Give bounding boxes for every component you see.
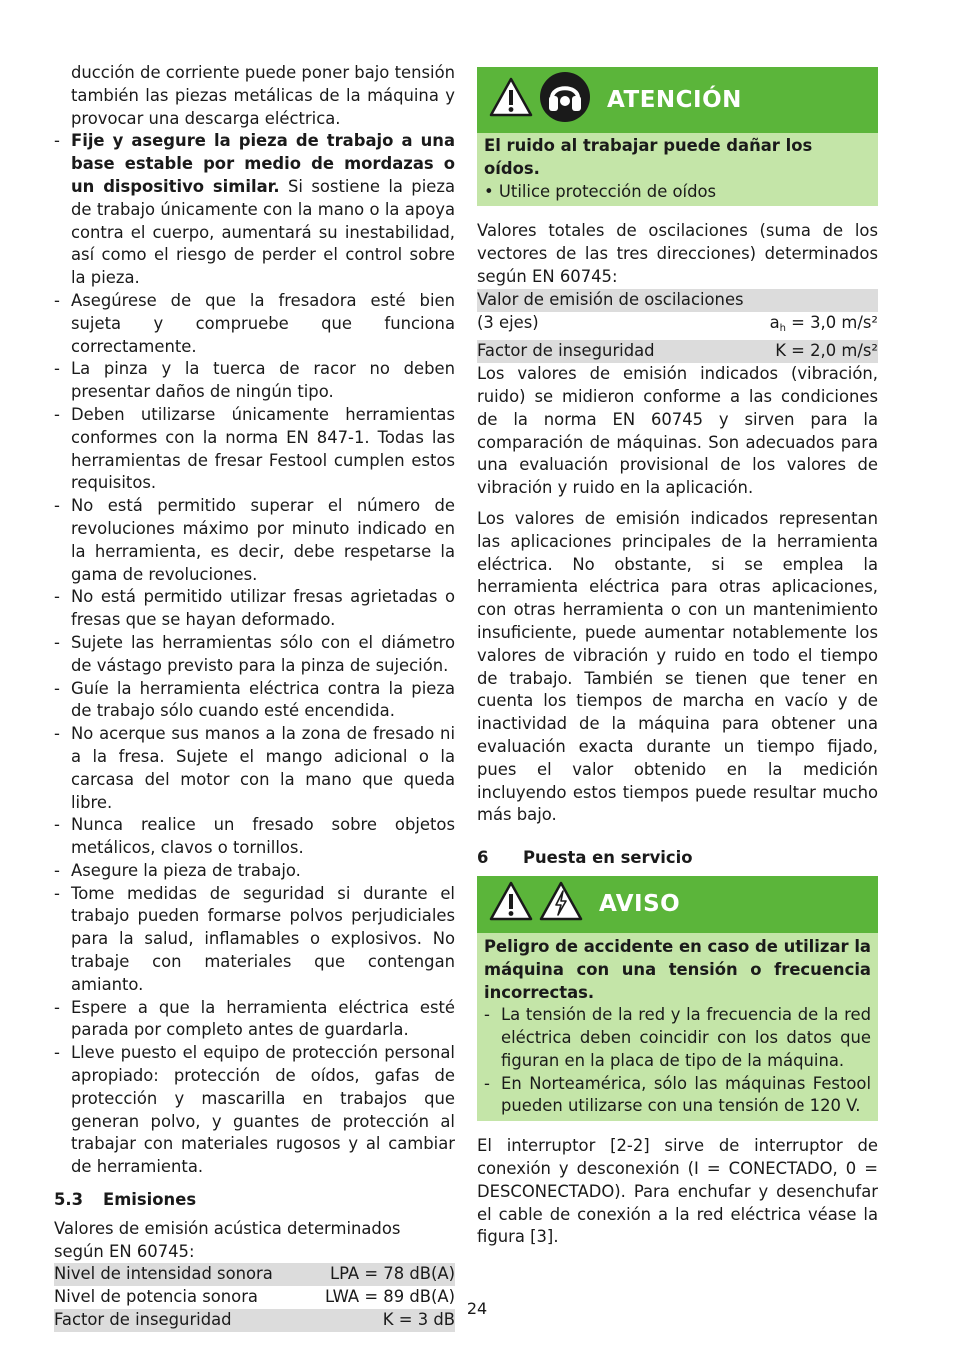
list-item: - Nunca realice un fresado sobre objetos metálicos, clavos o tornillos. (54, 814, 455, 860)
vibration-table (477, 289, 878, 363)
bullet: • (484, 181, 494, 201)
section-title: Emisiones (103, 1190, 197, 1210)
attention-header (477, 67, 878, 133)
noise-table (54, 1263, 455, 1331)
table-row (54, 1263, 455, 1286)
table-row (477, 312, 878, 341)
ear-protection-icon (539, 71, 591, 130)
table-value (770, 312, 878, 341)
table-row (477, 340, 878, 363)
table-label: Valor de emisión de oscilaciones (477, 289, 744, 309)
section-heading-emissions (54, 1189, 455, 1212)
list-item: - Asegure la pieza de trabajo. (54, 860, 455, 883)
emissions-intro: Valores de emisión acústica determinados según EN 60745: (54, 1218, 401, 1261)
right-column (477, 67, 878, 1249)
list-item: - Espere a que la herramienta eléctrica esté parada por completo antes de guardarla. (54, 997, 455, 1043)
table-value: K = 3 dB (382, 1310, 455, 1330)
safety-list (54, 130, 455, 1179)
list-item: - No está permitido utilizar fresas agrietadas o fresas que se hayan deformado. (54, 586, 455, 632)
list-item: - La tensión de la red y la frecuencia de la red eléctrica deben coincidir con los datos que figuran en la placa de tipo de la máquina. (484, 1004, 871, 1072)
vibration-intro: Valores totales de oscilaciones (suma de los vectores de las tres direcciones) determinados según EN 60745: (477, 221, 878, 286)
paragraph: Los valores de emisión indicados representan las aplicaciones principales de la herramienta eléctrica. No obstante, si se emplea la herramienta eléctrica para otras aplicaciones, con otras herramienta o con un mantenimiento insuficiente, puede aumentar notablemente los valores de vibración y ruido en todo el tiempo de trabajo. También se tienen que tener en cuenta los tiempos de marcha en vacío y de inactividad de la máquina para obtener una evaluación exacta durante un tiempo fijado, pues el valor obtenido en la medición incluyendo estos tiempos puede resultar mucho más bajo. (477, 508, 878, 825)
value-subscript: h (779, 322, 786, 334)
table-label: Nivel de potencia sonora (54, 1287, 258, 1307)
table-label: Factor de inseguridad (477, 341, 655, 361)
list-item: - Guíe la herramienta eléctrica contra la pieza de trabajo sólo cuando esté encendida. (54, 678, 455, 724)
list-item: - Sujete las herramientas sólo con el diámetro de vástago previsto para la pinza de sujeción. (54, 632, 455, 678)
value-symbol: a (769, 312, 780, 332)
table-value: LPA = 78 dB(A) (329, 1264, 455, 1284)
aviso-title: AVISO (599, 891, 681, 917)
electric-shock-icon (539, 881, 583, 928)
aviso-notice (477, 876, 878, 1121)
attention-body (477, 133, 878, 206)
attention-notice (477, 67, 878, 206)
table-row (477, 289, 878, 312)
bold-text: Fije y asegure la pieza de trabajo a una base estable por medio de mordazas o un dispositivo similar. (71, 131, 455, 196)
list-item: - En Norteamérica, sólo las máquinas Festool pueden utilizarse con una tensión de 120 V. (484, 1073, 871, 1119)
list-item: - Lleve puesto el equipo de protección personal apropiado: protección de oídos, gafas de protección y mascarilla en trabajos que generan polvo, y guantes de protección al trabajar con materiales rugosos y al cambiar de herramienta. (54, 1042, 455, 1179)
table-label: Factor de inseguridad (54, 1310, 232, 1330)
attention-item (484, 181, 871, 204)
table-value: K = 2,0 m/s² (775, 341, 878, 361)
value-number: = 3,0 m/s² (785, 312, 878, 332)
aviso-bold-text: Peligro de accidente en caso de utilizar la máquina con una tensión o frecuencia incorrectas. (484, 936, 871, 1002)
attention-title: ATENCIÓN (607, 86, 742, 113)
paragraph: Los valores de emisión indicados (vibración, ruido) se midieron conforme a las condiciones de la norma EN 60745 y sirven para la comparación de máquinas. Son adecuados para una evaluación provisional de los valores de vibración y ruido en la aplicación. (477, 364, 878, 498)
list-item: - No acerque sus manos a la zona de fresado ni a la fresa. Sujete el mango adicional o la carcasa del motor con la mano que queda libre. (54, 723, 455, 814)
list-item: - Deben utilizarse únicamente herramientas conformes con la norma EN 847-1. Todas las herramientas de fresar Festool cumplen estos requisitos. (54, 404, 455, 495)
aviso-header (477, 876, 878, 933)
table-label: (3 ejes) (477, 312, 539, 332)
list-item: - La pinza y la tuerca de racor no deben presentar daños de ningún tipo. (54, 358, 455, 404)
table-value: LWA = 89 dB(A) (324, 1287, 455, 1307)
table-label: Nivel de intensidad sonora (54, 1264, 273, 1284)
aviso-body (477, 933, 878, 1121)
warning-triangle-icon (489, 77, 533, 124)
page-number: 24 (466, 1299, 488, 1318)
switch-paragraph: El interruptor [2-2] sirve de interruptor de conexión y desconexión (I = CONECTADO, 0 = DESCONECTADO). Para enchufar y desenchufar el cable de conexión a la red eléctrica véase la figura [3]. (477, 1136, 878, 1247)
list-item: - Tome medidas de seguridad si durante el trabajo pueden formarse polvos perjudiciales para la salud, inflamables o explosivos. No trabaje con materiales que contengan amianto. (54, 883, 455, 997)
intro-text: ducción de corriente puede poner bajo tensión también las piezas metálicas de la máquina y provocar una descarga eléctrica. (71, 63, 455, 128)
section-number: 5.3 (54, 1190, 84, 1210)
section-title: Puesta en servicio (523, 848, 693, 868)
attention-item-text: Utilice protección de oídos (498, 181, 717, 201)
aviso-list (484, 1004, 871, 1118)
list-item: - Asegúrese de que la fresadora esté bien sujeta y compruebe que funciona correctamente. (54, 290, 455, 358)
list-item: - No está permitido superar el número de revoluciones máximo por minuto indicado en la herramienta, es decir, debe respetarse la gama de revoluciones. (54, 495, 455, 586)
attention-bold-text: El ruido al trabajar puede dañar los oídos. (484, 136, 813, 178)
item-text: Si sostiene la pieza de trabajo únicamente con la mano o la apoya contra el cuerpo, aumentará su inestabilidad, así como el riesgo de perder el control sobre la pieza. (71, 176, 455, 288)
left-column (54, 62, 455, 1332)
warning-triangle-icon (489, 881, 533, 928)
list-item (54, 130, 455, 290)
section-heading-commissioning (477, 847, 878, 870)
section-number: 6 (477, 848, 489, 868)
